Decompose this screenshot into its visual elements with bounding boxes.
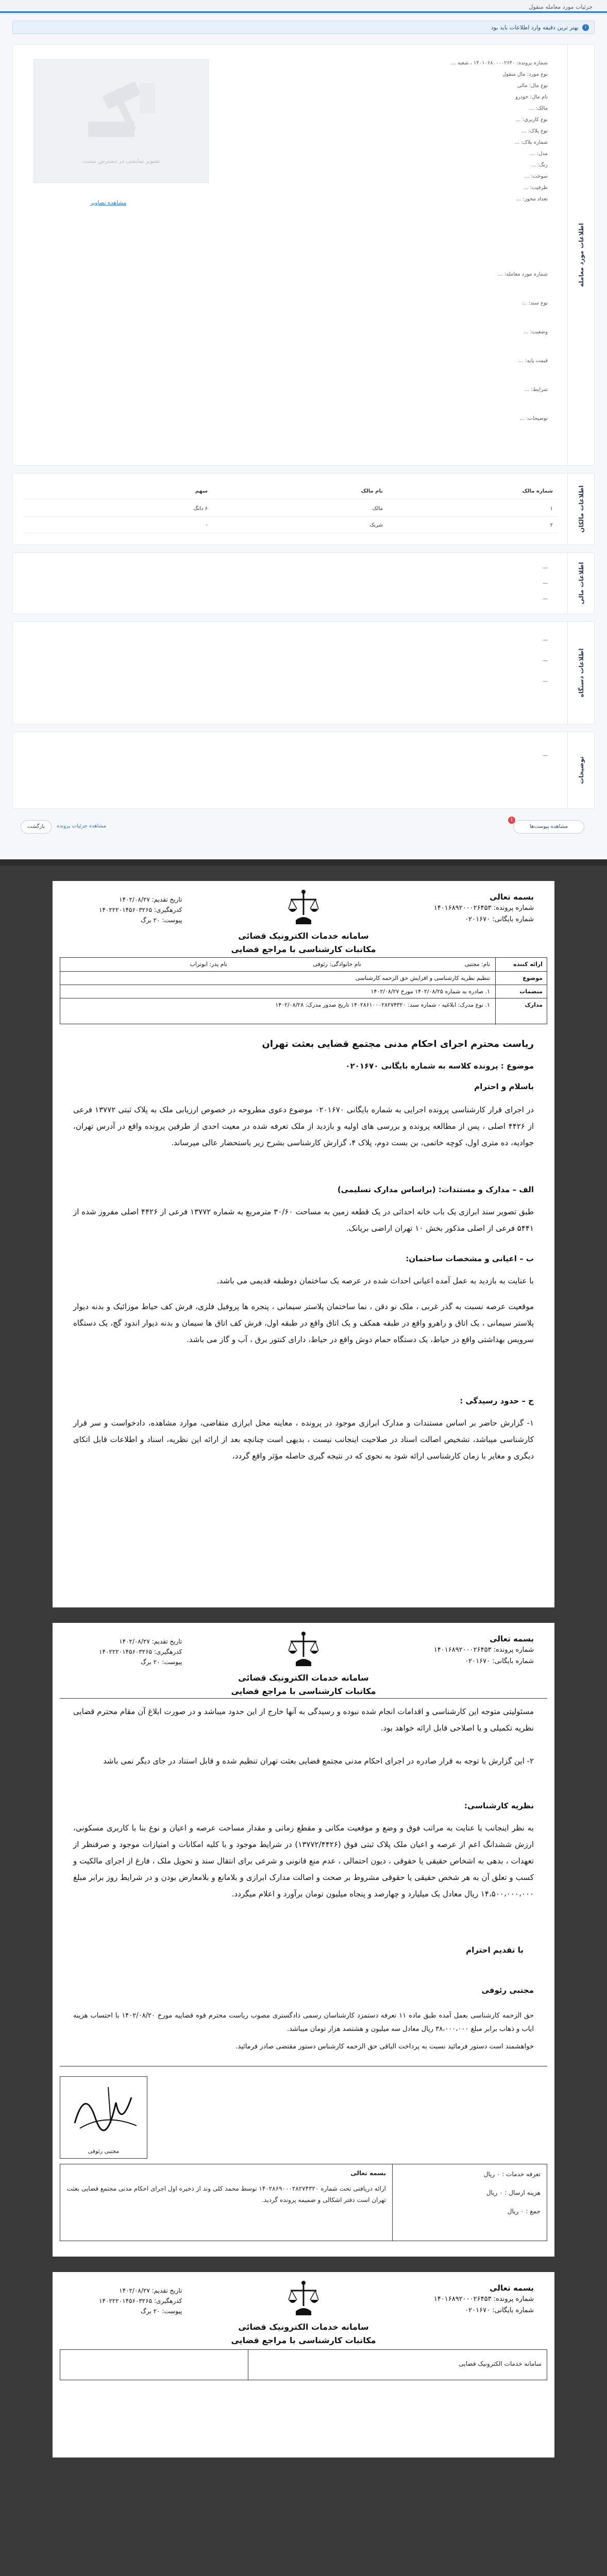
deal-field: نوع مورد: مال منقول — [502, 72, 548, 77]
submit-date: ۱۴۰۲/۰۸/۲۷ — [119, 2287, 150, 2294]
table-cell: شریک — [369, 522, 383, 528]
info-row-label: مدارک — [495, 998, 547, 1025]
financial-title: اطلاعات مالی — [577, 562, 585, 605]
deal-field: ظرفیت: ... — [523, 185, 548, 191]
tracking-no: ۱۴۰۲۲۲۰۱۴۵۶۰۳۲۶۵ — [99, 1648, 153, 1655]
table-cell: ۱ — [550, 506, 553, 512]
case-no-label: شماره پرونده: — [493, 1646, 534, 1654]
document-page-1 — [53, 881, 554, 1607]
owners-header-cell: نام مالک — [361, 488, 383, 494]
descriptions-card — [12, 732, 595, 809]
deal-field: مدل: ... — [530, 151, 548, 157]
footer-cell-text: سامانه خدمات الکترونیک قضایی — [459, 2360, 542, 2367]
document-viewer — [0, 866, 607, 2576]
paragraph-opinion: به نظر اینجانب با عنایت به مراتب فوق و وضع و موقعیت مکانی و مقطع زمانی و مقدار مساحت عرصه و اعیان و نوع بنا با کاربری مسکونی، ارزش ششدانگ اعم از عرصه و اعیان ملک پلاک ثبتی فوق (۱۳۷۷۲/۴۴۲۶) در شرایط موجود و با کلیه امکانات و امتیازات موجود و صرفنظر از تعهدات ، بدهی به اشخاص حقیقی یا حقوقی ، دیون احتمالی ، عدم منع قانونی و شرعی برای انتقال سند و تحویل ملک ، فارغ از اجرای مالکیت و کسب و تعلق آن به هر شخص حقیقی یا حقوقی مشروط بر صحت و اصالت مدارک ابرازی و بلامانع و بلامعارض بودن و در شرایط روز برابر مبلغ ۱۴،۵۰۰،۰۰۰،۰۰۰ ریال معادل یک میلیارد و چهارصد و پنجاه میلیون تومان برآورد و اعلام میگردد. — [73, 1823, 534, 1899]
financial-side — [567, 553, 594, 614]
archive-no: ۰۲۰۱۶۷۰ — [465, 2307, 491, 2314]
archive-no: ۰۲۰۱۶۷۰ — [465, 1657, 491, 1665]
deal-field: نوع سند: ... — [522, 300, 548, 306]
header-rule — [60, 1698, 547, 1699]
fee-line: جمع : ۰ ریال — [507, 2208, 541, 2215]
docs-value: ۱. نوع مدرک: ابلاغیه - شماره سند: ۱۴۰۲۸۶۱۰۰۰۲۸۲۷۴۳۲۰ تاریخ صدور مدرک: ۱۴۰۲/۰۸/۲۸ — [275, 1002, 490, 1008]
note-title: بسمه تعالی — [350, 2170, 386, 2177]
device-side — [567, 622, 594, 724]
tracking-no: ۱۴۰۲۲۲۰۱۴۵۶۰۳۲۶۵ — [99, 2297, 153, 2304]
financial-line: — — [543, 596, 548, 602]
archive-no: ۰۲۰۱۶۷۰ — [465, 916, 491, 923]
deal-field: شماره پلاک: ... — [514, 140, 548, 145]
deal-field: وضعیت: ... — [523, 329, 548, 335]
attachments-button[interactable]: مشاهده پیوست‌ها — [513, 820, 584, 834]
paragraph-building: با عنایت به بازدید به عمل آمده اعیانی احداث شده در عرصه یک ساختمان دوطبقه قدیمی می باشد. — [216, 1276, 534, 1285]
financial-card — [12, 552, 595, 614]
expert-father: نام پدر: ابوتراب — [190, 961, 227, 968]
org-line-1: سامانه خدمات الکترونیک قضائی — [238, 2322, 369, 2332]
deal-info-title: اطلاعات مورد معامله — [577, 223, 585, 287]
archive-label: شماره بایگانی: — [492, 2307, 534, 2314]
attach-val: ۲۰ برگ — [141, 1658, 160, 1666]
page-label: بسمه تعالی — [490, 2283, 534, 2293]
fees-box — [392, 2164, 547, 2241]
paragraph-scope: ۱- گزارش حاضر بر اساس مستندات و مدارک ابرازی موجود در پرونده ، معاینه محل ابرازی متقاضی، موارد مشاهده، دادخواست و سر قرار کارشناسی میباشد، تشخیص اصالت اسناد در صلاحیت اینجانب نیست ، بدیهی است چنانچه بعد از ارائه این نظریه، اسناد و اطلاعات قابل اتکای دیگری و مغایر با زمان کارشناسی ارائه شود به نحوی که در نتیجه گیری حاصله مؤثر واقع گردد، — [73, 1418, 534, 1461]
attach-val: ۲۰ برگ — [141, 2308, 160, 2315]
case-no: ۱۴۰۱۶۸۹۲۰۰۰۲۶۴۵۳ — [433, 2295, 492, 2303]
paragraph-intro: در اجرای قرار کارشناسی پرونده اجرایی به شماره بایگانی ۰۲۰۱۶۷۰ موضوع دعوی مطروحه در خصوص ارزیابی ملک به پلاک ثبتی ۱۳۷۷۲ فرعی از ۴۴۲۶ اصلی ، پس از مطالعه پرونده و بررسی های اولیه و بازدید از ملک تعرفه شده در معیت احدی از طرفین پرونده واقع در آدرس تهران، جوادیه، ده متری اول، کوچه خاتمی، بن بست دوم، پلاک ۴، گزارش کارشناسی بشرح زیر باستحضار عالی میرساند. — [73, 1105, 534, 1147]
notice-text: بهتر ترین دقیقه وارد اطلاعات باید بود — [491, 24, 579, 31]
deal-field: نوع پلاک: ... — [521, 128, 548, 134]
page-divider — [0, 859, 607, 866]
submit-date: ۱۴۰۲/۰۸/۲۷ — [119, 1638, 150, 1645]
deal-field: توضیحات: ... — [519, 416, 548, 421]
expert-name: نام: مجتبی — [464, 961, 490, 968]
info-row-cite — [60, 985, 547, 998]
attach-line — [99, 915, 182, 925]
footer-table — [60, 2349, 547, 2380]
deal-field: مالک: ... — [529, 106, 548, 111]
device-line: — — [543, 658, 548, 664]
info-row-subject — [60, 971, 547, 985]
tracking-label: کدرهگیری: — [154, 906, 182, 913]
attachments-count-badge: 1 — [508, 817, 515, 824]
org-line-2: مکاتبات کارشناسی با مراجع قضایی — [231, 1686, 376, 1696]
deal-field: شماره پرونده: ۱۴۰۱۰۶۸۰۰۰۰۲۶۴۰ ، شعبه ... — [451, 60, 548, 66]
section-d-heading: نظریه کارشناسی: — [464, 1801, 534, 1810]
paragraph-validity: ۲- این گزارش با توجه به قرار صادره در اجرای احکام مدنی مجتمع قضایی بعثت تهران تنظیم شده و قابل استناد در جای دیگر نمی باشد — [103, 1756, 534, 1766]
subject-value: تنظیم نظریه کارشناسی و افزایش حق الزحمه کارشناسی — [355, 975, 490, 981]
document-page-2 — [53, 1623, 554, 2257]
signature-image — [59, 2077, 147, 2144]
attach-label: پیوست: — [162, 2308, 182, 2315]
page-label: بسمه تعالی — [490, 892, 534, 902]
device-line: — — [543, 637, 548, 643]
signature-box — [60, 2076, 147, 2159]
judiciary-emblem-icon — [285, 1630, 322, 1671]
org-line-1: سامانه خدمات الکترونیک قضائی — [238, 931, 369, 941]
note-box — [60, 2164, 392, 2241]
photo-placeholder — [33, 59, 209, 183]
letter-subject: موضوع : پرونده کلاسه به شماره بایگانی ۰۲۰۱۶۷۰ — [345, 1061, 534, 1071]
info-icon: i — [582, 24, 589, 31]
deal-field: نوع مال: مالی — [517, 83, 548, 89]
submit-date-line — [99, 1636, 182, 1647]
case-no: ۱۴۰۱۶۸۹۲۰۰۰۲۶۴۵۳ — [433, 904, 492, 912]
deal-field: نام مال: خودرو — [515, 94, 548, 100]
table-cell: ۲ — [550, 522, 553, 528]
deal-field: رنگ: ... — [531, 162, 548, 168]
deal-field: شماره مورد معامله: ... — [498, 272, 548, 277]
archive-label: شماره بایگانی: — [492, 1657, 534, 1665]
accent-bar — [0, 11, 607, 13]
case-no: ۱۴۰۱۶۸۹۲۰۰۰۲۶۴۵۳ — [433, 1646, 492, 1654]
regards-line: با تقدیم احترام — [466, 1945, 524, 1955]
financial-line: — — [543, 565, 548, 571]
deal-field: نوع کاربری: ... — [516, 117, 548, 123]
device-title: اطلاعات دستگاه — [577, 648, 585, 698]
table-row — [23, 501, 558, 517]
table-cell: ۶ دانگ — [193, 506, 208, 512]
attach-line — [99, 1657, 182, 1667]
judiciary-emblem-icon — [285, 888, 322, 929]
case-no-label: شماره پرونده: — [493, 904, 534, 912]
attach-val: ۲۰ برگ — [141, 917, 160, 924]
deal-info-side — [567, 45, 594, 465]
page-header-left — [99, 2285, 182, 2316]
greeting: باسلام و احترام — [474, 1082, 534, 1091]
owners-header-cell: سهم — [195, 488, 208, 494]
tracking-label: کدرهگیری: — [154, 2297, 182, 2304]
paragraph-request: خواهشمند است دستور فرمائید نسبت به پرداخت الباقی حق الزحمه کارشناس دستور مقتضی صادر فرمائید. — [235, 2043, 534, 2050]
tracking-line — [99, 1647, 182, 1657]
org-line-2: مکاتبات کارشناسی با مراجع قضایی — [231, 944, 376, 954]
judiciary-emblem-icon — [285, 2279, 322, 2320]
org-line-2: مکاتبات کارشناسی با مراجع قضایی — [231, 2335, 376, 2345]
footer-cell — [248, 2350, 547, 2380]
cite-value: ۱. صادره به شماره ۱۴۰۲/۰۸/۲۵ مورخ ۱۴۰۲/۰۸/۲۷ — [370, 988, 490, 995]
tracking-label: کدرهگیری: — [154, 1648, 182, 1655]
page-header-left — [99, 894, 182, 925]
section-c-heading: ج – حدود رسیدگی : — [460, 1396, 534, 1405]
descriptions-title: توضیحات — [577, 756, 585, 784]
owners-title: اطلاعات مالکان — [577, 485, 585, 533]
signer-name: مجتبی رئوفی — [481, 1986, 534, 1995]
tracking-line — [99, 2296, 182, 2306]
submit-date-label: تاریخ تقدیم: — [151, 2287, 182, 2294]
owners-side — [567, 473, 594, 545]
deal-field: قیمت پایه: ... — [518, 358, 548, 364]
device-card — [12, 621, 595, 724]
submit-date-line — [99, 2285, 182, 2296]
info-table — [60, 957, 547, 1024]
info-row-label: ارائه کننده — [495, 958, 547, 971]
attach-label: پیوست: — [162, 1658, 182, 1666]
info-row-docs — [60, 998, 547, 1025]
owners-card — [12, 473, 595, 545]
submit-date-label: تاریخ تقدیم: — [151, 896, 182, 903]
info-row-label: موضوع — [495, 972, 547, 985]
paragraph-documents: طبق تصویر سند ابرازی یک باب خانه احداثی در یک قطعه زمین به مساحت ۳۰/۶۰ مترمربع به شماره ۱۳۷۷۲ فرعی از ۴۴۲۶ اصلی مفروز شده از ۵۴۴۱ فرعی از اصلی مذکور بخش ۱۰ تهران اراضی بریانک. — [73, 1207, 534, 1233]
financial-line: — — [543, 581, 548, 586]
tracking-no: ۱۴۰۲۲۲۰۱۴۵۶۰۳۲۶۵ — [99, 906, 153, 913]
owners-header-row — [23, 484, 558, 499]
note-body: ارائه دریافتی تحت شماره ۱۴۰۲۸۶۹۰۰۰۲۸۲۷۴۳۲۰ توسط محمد کلی وند از ذخیره اول اجرای احکام مدنی مجتمع قضایی بعثت تهران است دفتر اشکالی و ضمیمه پرونده گردید. — [66, 2185, 386, 2204]
section-a-heading: الف – مدارک و مستندات: (براساس مدارک تسلیمی) — [337, 1185, 534, 1194]
org-line-1: سامانه خدمات الکترونیک قضائی — [238, 1673, 369, 1683]
back-button[interactable]: بازگشت — [21, 820, 52, 834]
description-line: — — [543, 753, 548, 758]
view-case-link[interactable]: مشاهده جزئیات پرونده — [57, 823, 106, 829]
notice-banner — [12, 21, 595, 34]
gavel-icon — [83, 80, 160, 142]
deal-field: سوخت: ... — [524, 174, 548, 179]
deal-info-card — [12, 44, 595, 466]
signature-caption: مجتبی رئوفی — [88, 2148, 120, 2155]
paragraph-liability: مسئولیتی متوجه این کارشناسی و اقدامات انجام شده نبوده و رسیدگی به آنها خارج از این حدود میباشد و در صورت ابلاغ آن مقام محترم قضایی نظریه تکمیلی و یا اصلاحی قابل ارائه خواهد بود. — [73, 1707, 534, 1733]
info-row-expert — [60, 958, 547, 971]
attach-label: پیوست: — [162, 917, 182, 924]
fee-line: هزینه ارسال : ۰ ریال — [486, 2189, 541, 2196]
portal-view — [0, 0, 607, 859]
deal-field: تعداد محور: ... — [516, 196, 548, 202]
deal-field: شرایط: ... — [524, 387, 548, 393]
document-page-3 — [53, 2272, 554, 2458]
submit-date-line — [99, 894, 182, 905]
device-line: — — [543, 679, 548, 684]
case-no-label: شماره پرونده: — [493, 2295, 534, 2303]
letter-title: ریاست محترم اجرای احکام مدنی مجتمع قضایی بعثت تهران — [262, 1039, 534, 1049]
submit-date-label: تاریخ تقدیم: — [151, 1638, 182, 1645]
table-cell: - — [206, 522, 208, 528]
section-b-heading: ب – اعیانی و مشخصات ساختمان: — [406, 1254, 534, 1263]
bottom-boxes — [60, 2164, 547, 2241]
info-row-label: منضمات — [495, 985, 547, 998]
fee-line: تعرفه خدمات : ۰ ریال — [483, 2171, 541, 2178]
page-label: بسمه تعالی — [490, 1634, 534, 1643]
attach-line — [99, 2306, 182, 2316]
tab-title[interactable]: جزئیات مورد معامله منقول — [529, 4, 593, 10]
table-row — [23, 518, 558, 533]
owners-header-cell: شماره مالک — [522, 488, 553, 494]
view-photos-link[interactable]: مشاهده تصاویر — [90, 199, 127, 206]
paragraph-fee: حق الزحمه کارشناسی بعمل آمده طبق ماده ۱۱ تعرفه دستمزد کارشناسان رسمی دادگستری مصوب ریاست محترم قوه قضاییه مورخ ۱۴۰۲/۰۸/۲۰ با احتساب هزینه ایاب و ذهاب برابر مبلغ ۳۸،۰۰۰،۰۰۰ ریال معادل سه میلیون و هشتصد هزار تومان میباشد. — [73, 2012, 534, 2033]
archive-label: شماره بایگانی: — [492, 916, 534, 923]
tracking-line — [99, 905, 182, 915]
expert-family: نام خانوادگی: رئوفی — [313, 961, 361, 968]
submit-date: ۱۴۰۲/۰۸/۲۷ — [119, 896, 150, 903]
paragraph-location: موقعیت عرصه نسبت به گذر غربی ، ملک نو دقن ، نما ساختمان پلاستر سیمانی ، پنجره ها پروفیل فلزی، فرش کف حیاط موزائیک و بدنه دیوار پلاستر سیمانی ، یک اتاق و راهرو واقع در طبقه همکف و یک اتاق واقع در طبقه اول، فرش کف اتاق ها سیمان و بدنه دیوار اندود گچ، یک دستگاه سرویس بهداشتی واقع در حیاط، یک دستگاه حمام دوش واقع در حیاط، دارای کنتور برق ، آب و گاز می باشد. — [73, 1302, 534, 1344]
page-header-left — [99, 1636, 182, 1667]
photo-placeholder-text: تصویر نمایشی در دسترس نیست — [82, 158, 160, 164]
descriptions-side — [567, 732, 594, 808]
table-cell: مالک — [372, 506, 383, 512]
